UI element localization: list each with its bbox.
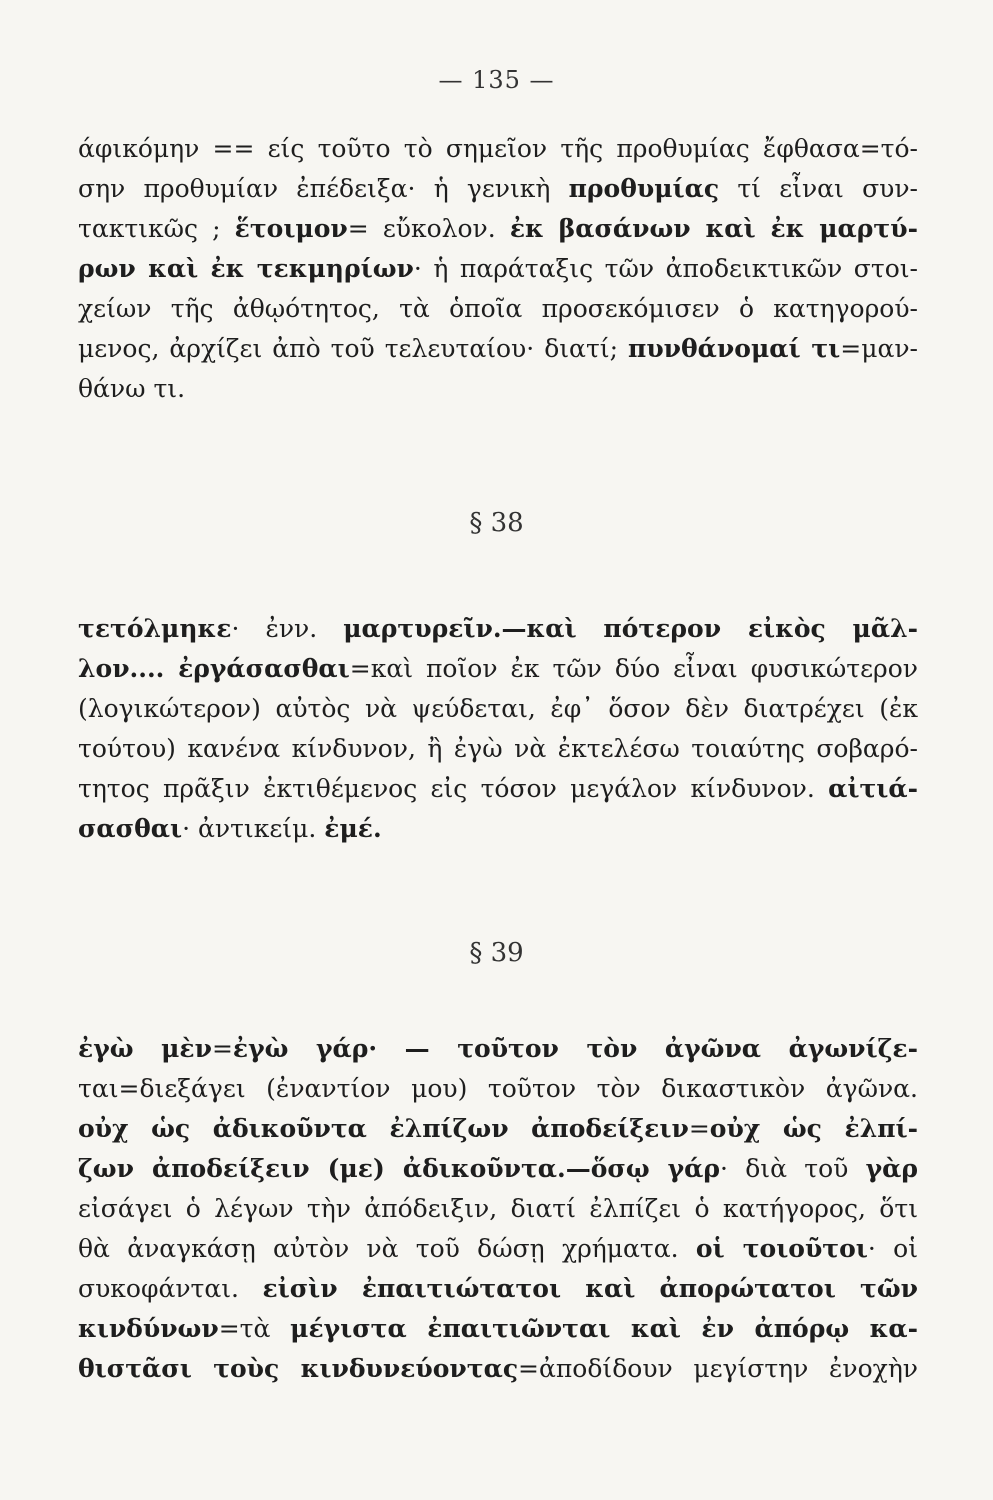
bold-lemma: ἐγὼ μὲν [78, 1034, 212, 1063]
gloss-text: = [211, 1034, 233, 1063]
section-38-heading: § 38 [469, 508, 524, 538]
gloss-text: χείων τῆς ἀθῳότητος, τὰ ὁποῖα προσεκόμισεν ὁ κατηγορού- [78, 294, 918, 323]
text-line [78, 1272, 918, 1306]
gloss-text: θάνω τι. [78, 374, 186, 403]
text-line [78, 172, 918, 206]
bold-lemma: γὰρ [865, 1154, 918, 1183]
gloss-text: · ἀντικείμ. [182, 814, 325, 843]
gloss-text: =διεξάγει (ἐναντίον μου) τοῦτον τὸν δικαστικὸν ἀγῶνα. [118, 1074, 918, 1103]
gloss-text: =καὶ ποῖον ἐκ τῶν δύο εἶναι φυσικώτερον [349, 654, 918, 683]
text-line [78, 772, 918, 806]
text-line [78, 1312, 918, 1346]
bold-lemma: θιστᾶσι τοὺς κινδυνεύοντας [78, 1354, 519, 1383]
gloss-text: · ἐνν. [231, 614, 344, 643]
gloss-text: άφικόμην == είς τοῦτο τὸ σημεῖον τῆς προθυμίας ἔφθασα=τό- [78, 134, 918, 163]
gloss-text: =τὰ [218, 1314, 291, 1343]
gloss-text: θὰ ἀναγκάσῃ αὐτὸν νὰ τοῦ δώσῃ χρήματα. [78, 1234, 696, 1263]
gloss-text: = [688, 1114, 710, 1143]
text-line [78, 132, 918, 166]
text-line [78, 812, 918, 846]
gloss-text: τί εἶναι συν- [719, 174, 918, 203]
text-line [78, 252, 918, 286]
bold-lemma: ἐκ βασάνων καὶ ἐκ μαρτύ- [509, 214, 918, 243]
gloss-text: ται [78, 1074, 119, 1103]
gloss-text: · ἡ παράταξις τῶν ἀποδεικτικῶν στοι- [413, 254, 918, 283]
gloss-text: τακτικῶς ; [78, 214, 235, 243]
text-line [78, 292, 918, 326]
section-39-heading: § 39 [469, 938, 524, 968]
bold-lemma: λον.... ἐργάσασθαι [78, 654, 350, 683]
gloss-text: τούτου) κανένα κίνδυνον, ἢ ἐγὼ νὰ ἐκτελέσω τοιαύτης σοβαρό- [78, 734, 918, 763]
bold-lemma: οἱ τοιοῦτοι [695, 1234, 868, 1263]
bold-lemma: ἐγὼ γάρ· — τοῦτον τὸν ἀγῶνα ἀγωνίζε- [232, 1034, 918, 1063]
bold-lemma: τετόλμηκε [78, 614, 232, 643]
bold-lemma: μαρτυρεῖν.—καὶ πότερον εἰκὸς μᾶλ- [343, 614, 918, 643]
text-line [78, 1232, 918, 1266]
gloss-text: = εὔκολον. [347, 214, 510, 243]
bold-lemma: ρων καὶ ἐκ τεκμηρίων [78, 254, 414, 283]
bold-lemma: οὐχ ὡς ἐλπί- [709, 1114, 918, 1143]
text-line [78, 612, 918, 646]
bold-lemma: πυνθάνομαί τι [628, 334, 841, 363]
text-line [78, 212, 918, 246]
gloss-text: σην προθυμίαν ἐπέδειξα· ἡ γενικὴ [78, 174, 569, 203]
text-line [78, 652, 918, 686]
bold-lemma: σασθαι [78, 814, 183, 843]
bold-lemma: αἰτιά- [828, 774, 918, 803]
text-line [78, 692, 918, 726]
gloss-text: · οἱ [867, 1234, 918, 1263]
text-line [78, 732, 918, 766]
gloss-text: (λογικώτερον) αὐτὸς νὰ ψεύδεται, ἐφ᾽ ὅσον δὲν διατρέχει (ἐκ [78, 694, 918, 723]
gloss-text: συκοφάνται. [78, 1274, 263, 1303]
page-number-header: — 135 — [438, 66, 555, 94]
bold-lemma: κινδύνων [78, 1314, 219, 1343]
text-line [78, 1072, 918, 1106]
gloss-text: =μαν- [840, 334, 918, 363]
text-line [78, 1032, 918, 1066]
gloss-text: · διὰ τοῦ [720, 1154, 866, 1183]
gloss-text: εἰσάγει ὁ λέγων τὴν ἀπόδειξιν, διατί ἐλπίζει ὁ κατήγορος, ὅτι [78, 1194, 918, 1223]
bold-lemma: μέγιστα ἐπαιτιῶνται καὶ ἐν ἀπόρῳ κα- [290, 1314, 918, 1343]
gloss-text: =ἀποδίδουν μεγίστην ἐνοχὴν [518, 1354, 918, 1383]
bold-lemma: ἕτοιμον [234, 214, 348, 243]
text-line [78, 1352, 918, 1386]
text-line [78, 1152, 918, 1186]
bold-lemma: εἰσὶν ἐπαιτιώτατοι καὶ ἀπορώτατοι τῶν [262, 1274, 918, 1303]
text-line [78, 1192, 918, 1226]
bold-lemma: οὐχ ὡς ἀδικοῦντα ἐλπίζων ἀποδείξειν [78, 1114, 689, 1143]
bold-lemma: ἐμέ. [324, 814, 382, 843]
bold-lemma: ζων ἀποδείξειν (με) ἀδικοῦντα.—ὅσῳ γάρ [78, 1154, 721, 1183]
gloss-text: μενος, ἀρχίζει ἀπὸ τοῦ τελευταίου· διατί; [78, 334, 629, 363]
bold-lemma: προθυμίας [568, 174, 720, 203]
text-line [78, 1112, 918, 1146]
gloss-text: τητος πρᾶξιν ἐκτιθέμενος εἰς τόσον μεγάλον κίνδυνον. [78, 774, 829, 803]
text-line [78, 372, 918, 406]
text-line [78, 332, 918, 366]
